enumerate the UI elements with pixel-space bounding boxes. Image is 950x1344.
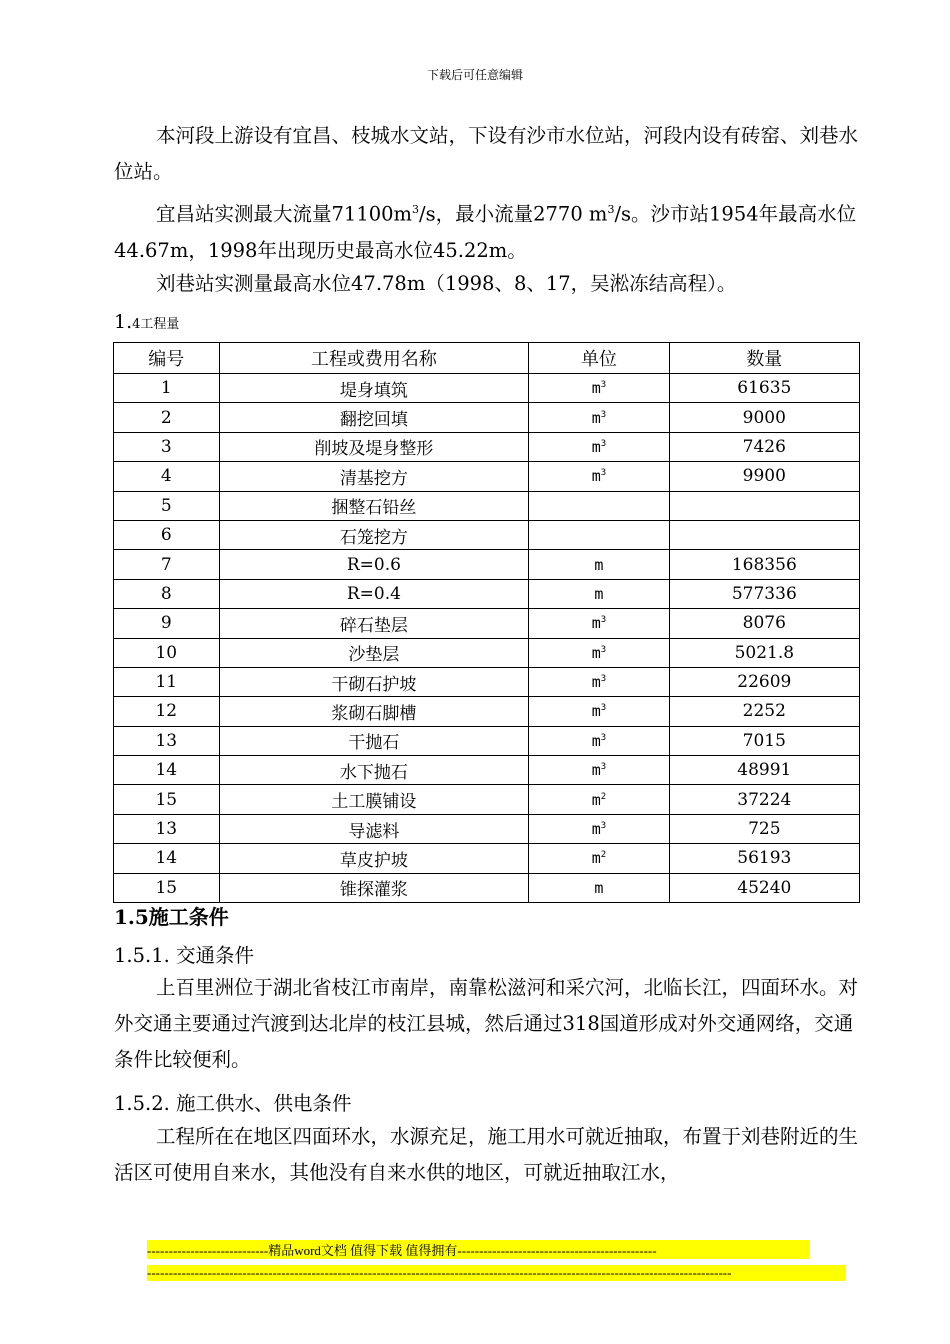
column-header-name: 工程或费用名称 bbox=[219, 343, 529, 374]
unit-base: m bbox=[591, 849, 601, 868]
cell-no: 4 bbox=[114, 462, 220, 491]
table-row bbox=[114, 579, 860, 608]
table-row bbox=[114, 432, 860, 461]
cell-no: 15 bbox=[114, 785, 220, 814]
cell-name: R=0.6 bbox=[219, 550, 529, 579]
cell-no: 5 bbox=[114, 491, 220, 520]
text-segment: /s，最小流量2770 m bbox=[419, 202, 608, 226]
unit-exponent: 3 bbox=[600, 821, 607, 832]
section-number: 1. bbox=[114, 311, 133, 333]
cell-no: 11 bbox=[114, 667, 220, 696]
unit-exponent: 3 bbox=[600, 762, 607, 773]
cell-unit bbox=[529, 726, 669, 755]
cell-unit bbox=[529, 432, 669, 461]
cell-unit bbox=[529, 844, 669, 873]
cell-name: 沙垫层 bbox=[219, 638, 529, 667]
quantity-table bbox=[113, 342, 860, 903]
table-row bbox=[114, 638, 860, 667]
table-row bbox=[114, 873, 860, 902]
table-row bbox=[114, 756, 860, 785]
unit-base: m bbox=[591, 614, 601, 633]
unit-base: m bbox=[591, 379, 601, 398]
cell-quantity: 7015 bbox=[669, 726, 859, 755]
paragraph-stations: 本河段上游设有宜昌、枝城水文站，下设有沙市水位站，河段内设有砖窑、刘巷水位站。 bbox=[114, 124, 859, 183]
cell-quantity: 48991 bbox=[669, 756, 859, 785]
cell-quantity: 168356 bbox=[669, 550, 859, 579]
text-segment: 宜昌站实测最大流量71100m bbox=[156, 202, 413, 226]
cell-unit bbox=[529, 873, 669, 902]
table-row bbox=[114, 844, 860, 873]
cell-unit bbox=[529, 491, 669, 520]
cell-name: 翻挖回填 bbox=[219, 403, 529, 432]
cell-quantity: 22609 bbox=[669, 667, 859, 696]
cell-name: 水下抛石 bbox=[219, 756, 529, 785]
cell-unit bbox=[529, 756, 669, 785]
cell-quantity: 9000 bbox=[669, 403, 859, 432]
cell-name: 土工膜铺设 bbox=[219, 785, 529, 814]
table-row bbox=[114, 550, 860, 579]
page-footer bbox=[147, 1240, 846, 1281]
column-header-unit: 单位 bbox=[529, 343, 669, 374]
cell-name: 导滤料 bbox=[219, 814, 529, 843]
cell-unit bbox=[529, 579, 669, 608]
unit-exponent: 3 bbox=[600, 732, 607, 743]
unit-exponent: 3 bbox=[600, 615, 607, 626]
unit-exponent: 3 bbox=[600, 380, 607, 391]
cell-quantity: 61635 bbox=[669, 374, 859, 403]
unit-base: m bbox=[591, 467, 601, 486]
cell-name: 削坡及堤身整形 bbox=[219, 432, 529, 461]
cell-name: 浆砌石脚槽 bbox=[219, 697, 529, 726]
cell-no: 8 bbox=[114, 579, 220, 608]
table-row bbox=[114, 374, 860, 403]
footer-line-2: --------------------------------------------------------------------------------------------------------------------------------------- bbox=[147, 1265, 846, 1281]
unit-base: m bbox=[594, 584, 604, 603]
table-row bbox=[114, 726, 860, 755]
table-body bbox=[114, 374, 860, 903]
cell-name: 碎石垫层 bbox=[219, 609, 529, 638]
column-header-quantity: 数量 bbox=[669, 343, 859, 374]
cell-name: 清基挖方 bbox=[219, 462, 529, 491]
cell-quantity bbox=[669, 491, 859, 520]
unit-base: m bbox=[591, 790, 601, 809]
cell-name: 石笼挖方 bbox=[219, 520, 529, 549]
cell-name: 干抛石 bbox=[219, 726, 529, 755]
paragraph-transport: 上百里洲位于湖北省枝江市南岸，南靠松滋河和采穴河，北临长江，四面环水。对外交通主要通过汽渡到达北岸的枝江县城，然后通过318国道形成对外交通网络，交通条件比较便利。 bbox=[114, 976, 859, 1071]
superscript: 3 bbox=[607, 203, 615, 216]
cell-unit bbox=[529, 462, 669, 491]
cell-quantity: 56193 bbox=[669, 844, 859, 873]
cell-quantity: 2252 bbox=[669, 697, 859, 726]
cell-unit bbox=[529, 814, 669, 843]
cell-unit bbox=[529, 403, 669, 432]
table-row bbox=[114, 814, 860, 843]
cell-name: 锥探灌浆 bbox=[219, 873, 529, 902]
cell-no: 10 bbox=[114, 638, 220, 667]
cell-quantity bbox=[669, 520, 859, 549]
cell-no: 9 bbox=[114, 609, 220, 638]
table-row bbox=[114, 491, 860, 520]
cell-unit bbox=[529, 785, 669, 814]
table-row bbox=[114, 785, 860, 814]
unit-base: m bbox=[591, 761, 601, 780]
cell-unit bbox=[529, 638, 669, 667]
cell-quantity: 9900 bbox=[669, 462, 859, 491]
cell-unit bbox=[529, 667, 669, 696]
table-row bbox=[114, 697, 860, 726]
cell-unit bbox=[529, 374, 669, 403]
cell-unit bbox=[529, 609, 669, 638]
unit-base: m bbox=[591, 437, 601, 456]
unit-exponent: 3 bbox=[600, 438, 607, 449]
unit-base: m bbox=[591, 702, 601, 721]
cell-name: 堤身填筑 bbox=[219, 374, 529, 403]
section-heading-1-4 bbox=[114, 311, 179, 333]
unit-exponent: 3 bbox=[600, 409, 607, 420]
unit-base: m bbox=[591, 643, 601, 662]
unit-exponent: 3 bbox=[600, 703, 607, 714]
unit-base: m bbox=[591, 731, 601, 750]
unit-base: m bbox=[594, 555, 604, 574]
cell-no: 1 bbox=[114, 374, 220, 403]
cell-no: 2 bbox=[114, 403, 220, 432]
unit-base: m bbox=[591, 673, 601, 692]
cell-no: 13 bbox=[114, 726, 220, 755]
cell-name: R=0.4 bbox=[219, 579, 529, 608]
page-header: 下载后可任意编辑 bbox=[426, 68, 523, 82]
unit-exponent: 2 bbox=[600, 850, 607, 861]
footer-line-1: ----------------------------精品word文档 值得下载 值得拥有---------------------------------------------- bbox=[147, 1240, 810, 1259]
cell-unit bbox=[529, 697, 669, 726]
unit-exponent: 2 bbox=[600, 791, 607, 802]
unit-exponent: 3 bbox=[600, 674, 607, 685]
table-header-row bbox=[114, 343, 860, 374]
cell-unit bbox=[529, 520, 669, 549]
cell-quantity: 5021.8 bbox=[669, 638, 859, 667]
superscript: 3 bbox=[412, 203, 420, 216]
column-header-no: 编号 bbox=[114, 343, 220, 374]
cell-name: 草皮护坡 bbox=[219, 844, 529, 873]
unit-exponent: 3 bbox=[600, 644, 607, 655]
text-segment: /s。沙市站1954年最高水位44.67m，1998年出现历史最高水位45.22m。 bbox=[114, 202, 857, 262]
cell-no: 15 bbox=[114, 873, 220, 902]
paragraph-water-supply: 工程所在在地区四面环水，水源充足，施工用水可就近抽取，布置于刘巷附近的生活区可使用自来水，其他没有自来水供的地区，可就近抽取江水， bbox=[114, 1125, 859, 1184]
cell-name: 干砌石护坡 bbox=[219, 667, 529, 696]
subsection-heading-1-5-1: 1.5.1. 交通条件 bbox=[114, 944, 255, 967]
cell-no: 14 bbox=[114, 756, 220, 785]
cell-no: 6 bbox=[114, 520, 220, 549]
subsection-heading-1-5-2: 1.5.2. 施工供水、供电条件 bbox=[114, 1092, 352, 1115]
unit-base: m bbox=[594, 878, 604, 897]
cell-no: 12 bbox=[114, 697, 220, 726]
cell-no: 13 bbox=[114, 814, 220, 843]
cell-no: 14 bbox=[114, 844, 220, 873]
unit-base: m bbox=[591, 408, 601, 427]
paragraph-liuxiang: 刘巷站实测量最高水位47.78m（1998、8、17，吴淞冻结高程）。 bbox=[156, 272, 737, 295]
cell-quantity: 37224 bbox=[669, 785, 859, 814]
table-row bbox=[114, 520, 860, 549]
section-title: 4工程量 bbox=[132, 317, 180, 332]
cell-no: 3 bbox=[114, 432, 220, 461]
cell-quantity: 577336 bbox=[669, 579, 859, 608]
cell-quantity: 45240 bbox=[669, 873, 859, 902]
table-row bbox=[114, 403, 860, 432]
table-row bbox=[114, 667, 860, 696]
table-row bbox=[114, 609, 860, 638]
cell-unit bbox=[529, 550, 669, 579]
cell-no: 7 bbox=[114, 550, 220, 579]
section-heading-1-5: 1.5施工条件 bbox=[114, 905, 229, 929]
cell-quantity: 7426 bbox=[669, 432, 859, 461]
unit-exponent: 3 bbox=[600, 468, 607, 479]
table-row bbox=[114, 462, 860, 491]
paragraph-yichang bbox=[114, 192, 864, 269]
cell-quantity: 725 bbox=[669, 814, 859, 843]
cell-name: 捆整石铅丝 bbox=[219, 491, 529, 520]
cell-quantity: 8076 bbox=[669, 609, 859, 638]
unit-base: m bbox=[591, 820, 601, 839]
